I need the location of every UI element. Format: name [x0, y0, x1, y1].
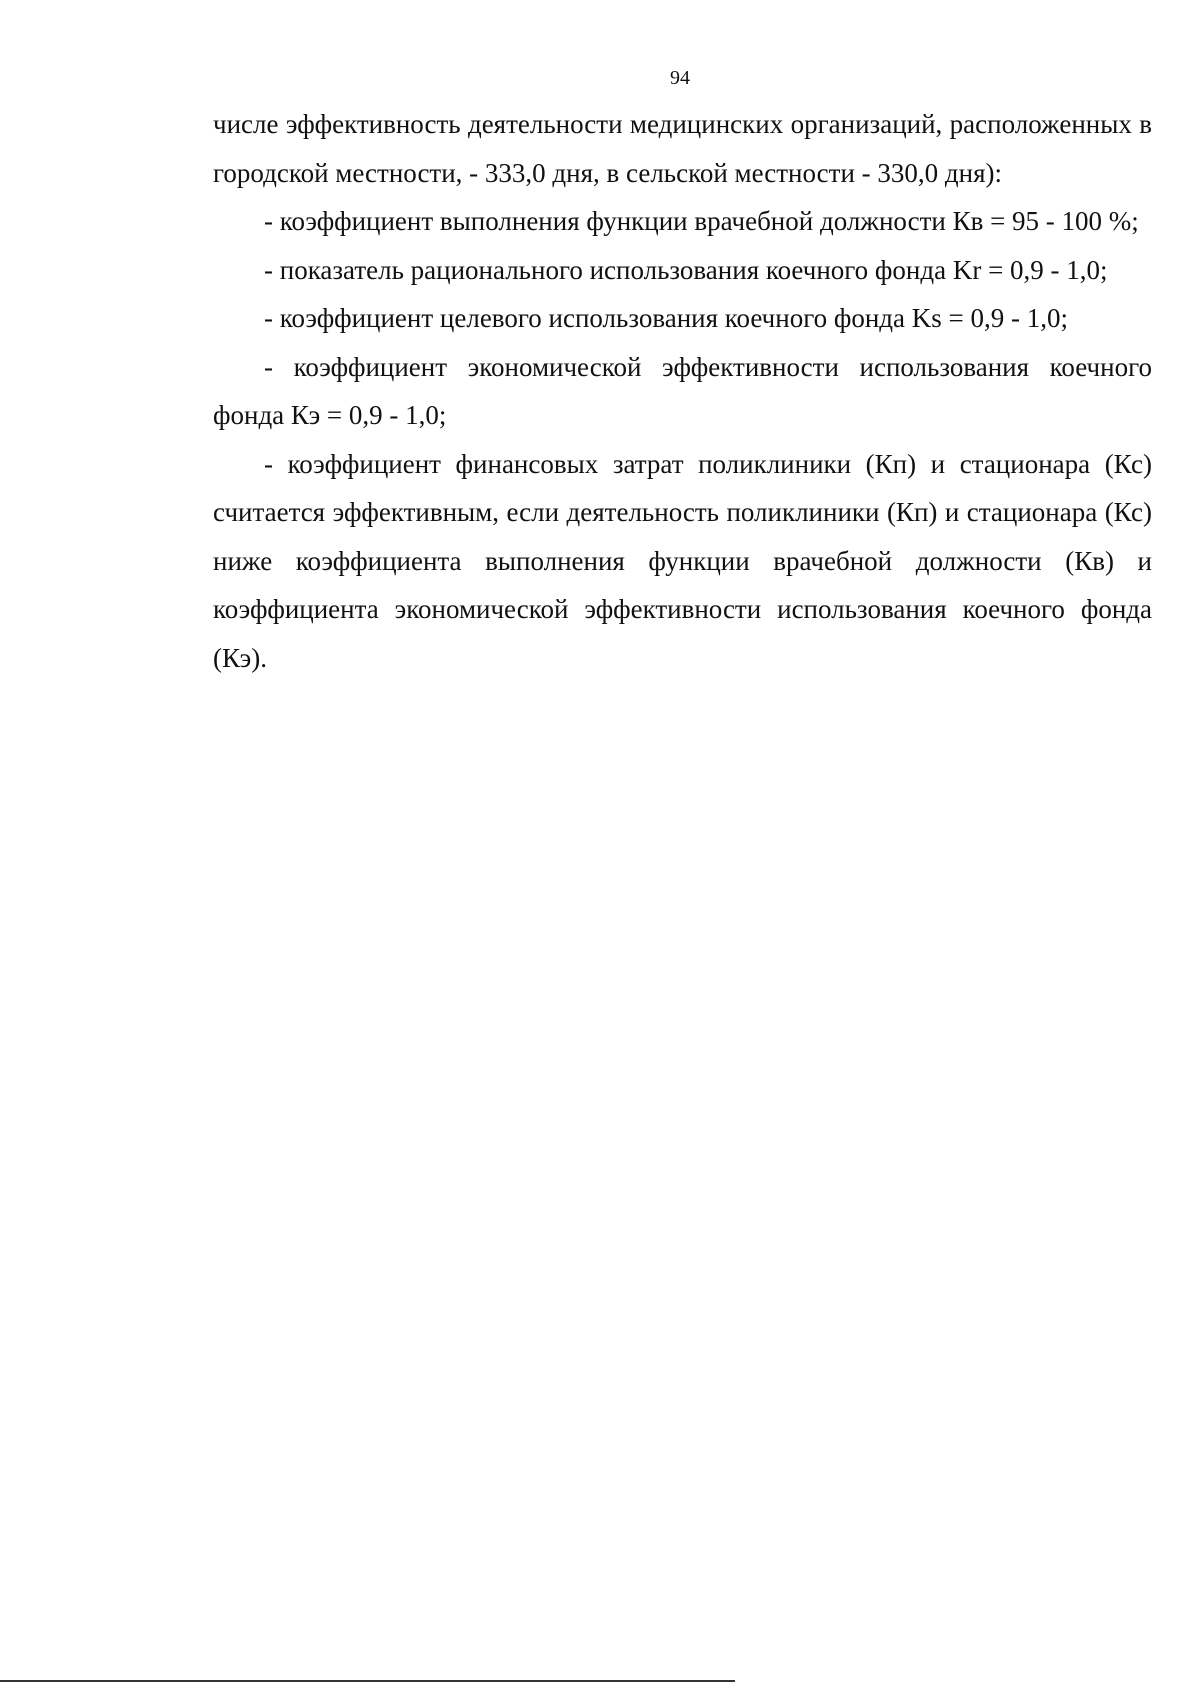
paragraph-financial-costs: - коэффициент финансовых затрат поликлиники (Кп) и стационара (Кс) считается эффективным, если деятельность поликлиники (Кп) и стационара (Кс) ниже коэффициента выполнения функции врачебной должности (Кв) и коэффициента экономической эффективности использования коечного фонда (Кэ).	[213, 448, 1152, 673]
paragraph-ks-coefficient: - коэффициент целевого использования коечного фонда Ks = 0,9 - 1,0;	[264, 303, 1068, 333]
paragraph-kr-indicator: - показатель рационального использования коечного фонда Kr = 0,9 - 1,0;	[264, 254, 1108, 285]
page-number: 94	[670, 67, 690, 89]
paragraph-kv-coefficient: - коэффициент выполнения функции врачебной должности Кв = 95 - 100 %;	[264, 206, 1139, 236]
body-text	[213, 100, 1152, 682]
paragraph-ke-coefficient: - коэффициент экономической эффективности использования коечного фонда Кэ = 0,9 - 1,0;	[213, 351, 1152, 430]
paragraph-continuation: числе эффективность деятельности медицинских организаций, расположенных в городской местности, - 333,0 дня, в сельской местности - 330,0 дня):	[213, 109, 1152, 188]
bottom-scan-edge-line	[0, 1680, 735, 1682]
